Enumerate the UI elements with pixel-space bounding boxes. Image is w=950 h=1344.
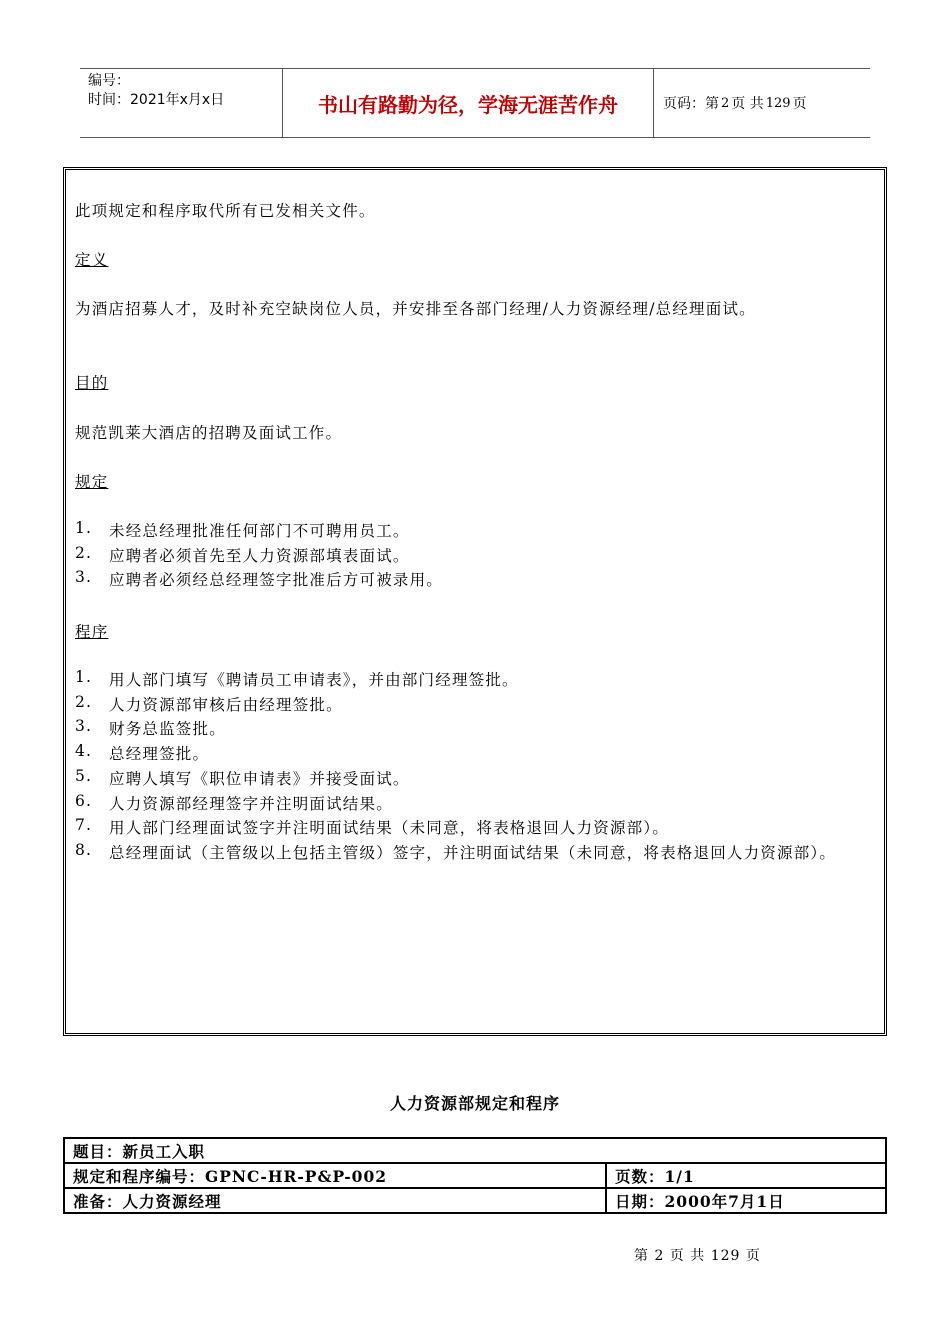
definition-text: 为酒店招募人才，及时补充空缺岗位人员，并安排至各部门经理/人力资源经理/总经理面试。 (75, 300, 756, 318)
rule-text: 应聘者必须经总经理签字批准后方可被录用。 (109, 571, 444, 589)
page-prefix: 页码：第 (663, 96, 719, 112)
procedure-number: 3. (75, 717, 93, 735)
table-row (64, 1163, 886, 1188)
date-cell: 日期：2000年7月1日 (606, 1188, 886, 1213)
rule-text: 应聘者必须首先至人力资源部填表面试。 (109, 547, 410, 565)
procedure-number: 2. (75, 693, 93, 711)
procedure-number: 6. (75, 792, 93, 810)
procedure-text: 人力资源部审核后由经理签批。 (109, 696, 343, 714)
procedure-number: 4. (75, 742, 93, 760)
table-row (64, 1188, 886, 1213)
content-box (63, 167, 887, 1036)
procedure-text: 用人部门填写《聘请员工申请表》，并由部门经理签批。 (109, 671, 519, 689)
purpose-text: 规范凯莱大酒店的招聘及面试工作。 (75, 424, 343, 442)
procedure-number: 7. (75, 816, 93, 834)
definition-heading: 定义 (75, 251, 109, 269)
page-footer: 第 2 页 共 129 页 (634, 1248, 761, 1264)
procedure-text: 应聘人填写《职位申请表》并接受面试。 (109, 770, 410, 788)
page-mid: 页 共 (731, 96, 764, 112)
info-table (63, 1137, 887, 1214)
purpose-heading: 目的 (75, 374, 109, 392)
procedure-heading: 程序 (75, 623, 109, 641)
code-cell: 规定和程序编号：GPNC-HR-P&P-002 (64, 1163, 606, 1188)
procedure-text: 用人部门经理面试签字并注明面试结果（未同意，将表格退回人力资源部）。 (109, 819, 670, 837)
number-label: 编号： (88, 73, 130, 89)
rule-number: 3. (75, 568, 93, 586)
intro-text: 此项规定和程序取代所有已发相关文件。 (75, 202, 376, 220)
page-header (80, 68, 870, 138)
header-page-info (654, 69, 870, 137)
rules-heading: 规定 (75, 473, 109, 491)
header-motto: 书山有路勤为径，学海无涯苦作舟 (282, 69, 654, 137)
procedure-number: 1. (75, 668, 93, 686)
page-current: 2 (721, 95, 730, 111)
procedure-number: 5. (75, 767, 93, 785)
section-title: 人力资源部规定和程序 (389, 1094, 560, 1113)
rule-number: 1. (75, 519, 93, 537)
rule-number: 2. (75, 544, 93, 562)
date-label: 时间：2021年x月x日 (88, 92, 225, 108)
procedure-text: 财务总监签批。 (109, 720, 226, 738)
page-total: 129 (765, 95, 791, 111)
procedure-text: 总经理面试（主管级以上包括主管级）签字，并注明面试结果（未同意，将表格退回人力资源部）。 (109, 844, 837, 862)
subject-cell: 题目：新员工入职 (64, 1138, 886, 1163)
pages-cell: 页数：1/1 (606, 1163, 886, 1188)
prepared-cell: 准备：人力资源经理 (64, 1188, 606, 1213)
procedure-text: 总经理签批。 (109, 745, 210, 763)
page-suffix: 页 (792, 96, 807, 112)
procedure-text: 人力资源部经理签字并注明面试结果。 (109, 795, 393, 813)
procedure-number: 8. (75, 841, 93, 859)
rule-text: 未经总经理批准任何部门不可聘用员工。 (109, 522, 410, 540)
header-meta (80, 69, 282, 137)
table-row (64, 1138, 886, 1163)
